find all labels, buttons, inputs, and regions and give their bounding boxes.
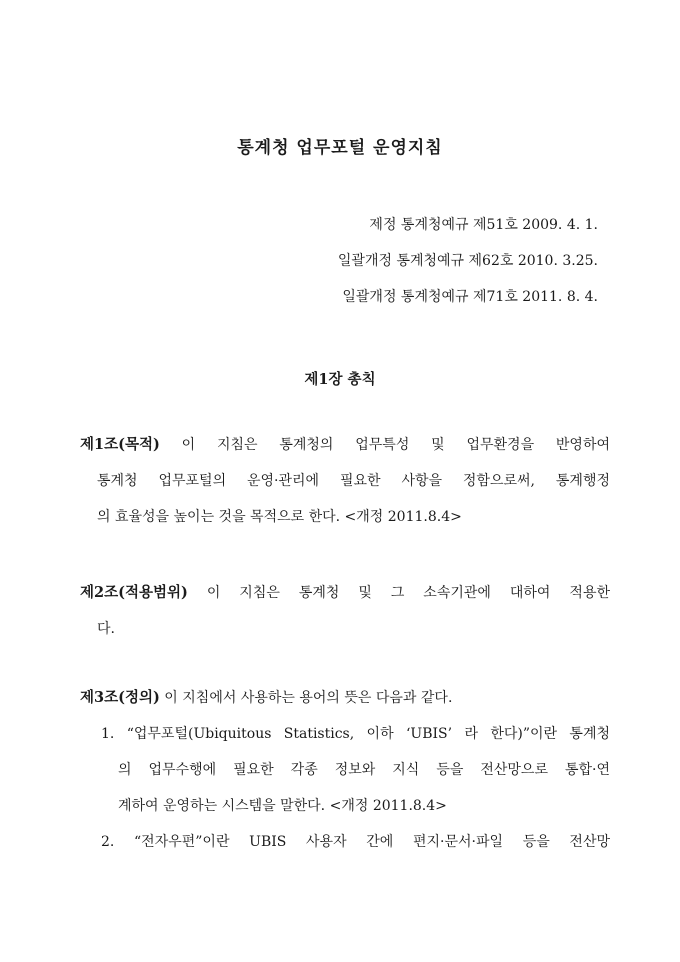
revision-amendment-1: 일괄개정 통계청예규 제62호 2010. 3.25. (337, 253, 598, 269)
article-3-first-line (80, 687, 610, 723)
article-1-text: 이 지침은 통계청의 업무특성 및 업무환경을 반영하여 (159, 437, 610, 453)
article-2 (80, 582, 610, 654)
revision-amendment-2: 일괄개정 통계청예규 제71호 2011. 8. 4. (342, 289, 598, 305)
article-1-first-line (80, 434, 610, 470)
article-2-text: 이 지침은 통계청 및 그 소속기관에 대하여 적용한 (187, 585, 610, 601)
article-1-heading: 제1조(목적) (80, 436, 160, 453)
revision-history (338, 214, 598, 322)
revision-enactment: 제정 통계청예규 제51호 2009. 4. 1. (369, 217, 598, 233)
article-3-heading: 제3조(정의) (80, 689, 160, 706)
definition-item-2: 2. “전자우편”이란 UBIS 사용자 간에 편지·문서·파일 등을 전산망 (101, 834, 610, 850)
article-1 (80, 434, 610, 542)
article-2-line: 다. (97, 621, 115, 637)
definition-item-1-line: 계하여 운영하는 시스템을 말한다. <개정 2011.8.4> (118, 798, 447, 814)
document-title: 통계청 업무포털 운영지침 (237, 138, 443, 158)
definition-item-1: 1. “업무포털(Ubiquitous Statistics, 이하 ‘UBIS’ 라 한다)”이란 통계청 (101, 726, 610, 742)
article-3-text: 이 지침에서 사용하는 용어의 뜻은 다음과 같다. (159, 690, 453, 706)
article-2-heading: 제2조(적용범위) (80, 584, 188, 601)
article-1-line: 의 효율성을 높이는 것을 목적으로 한다. <개정 2011.8.4> (97, 509, 462, 525)
chapter-heading: 제1장 총칙 (304, 371, 376, 388)
definition-item-1-line: 의 업무수행에 필요한 각종 정보와 지식 등을 전산망으로 통합·연 (118, 762, 610, 778)
article-3 (80, 687, 610, 867)
article-2-first-line (80, 582, 610, 618)
article-1-line: 통계청 업무포털의 운영·관리에 필요한 사항을 정함으로써, 통계행정 (97, 473, 610, 489)
